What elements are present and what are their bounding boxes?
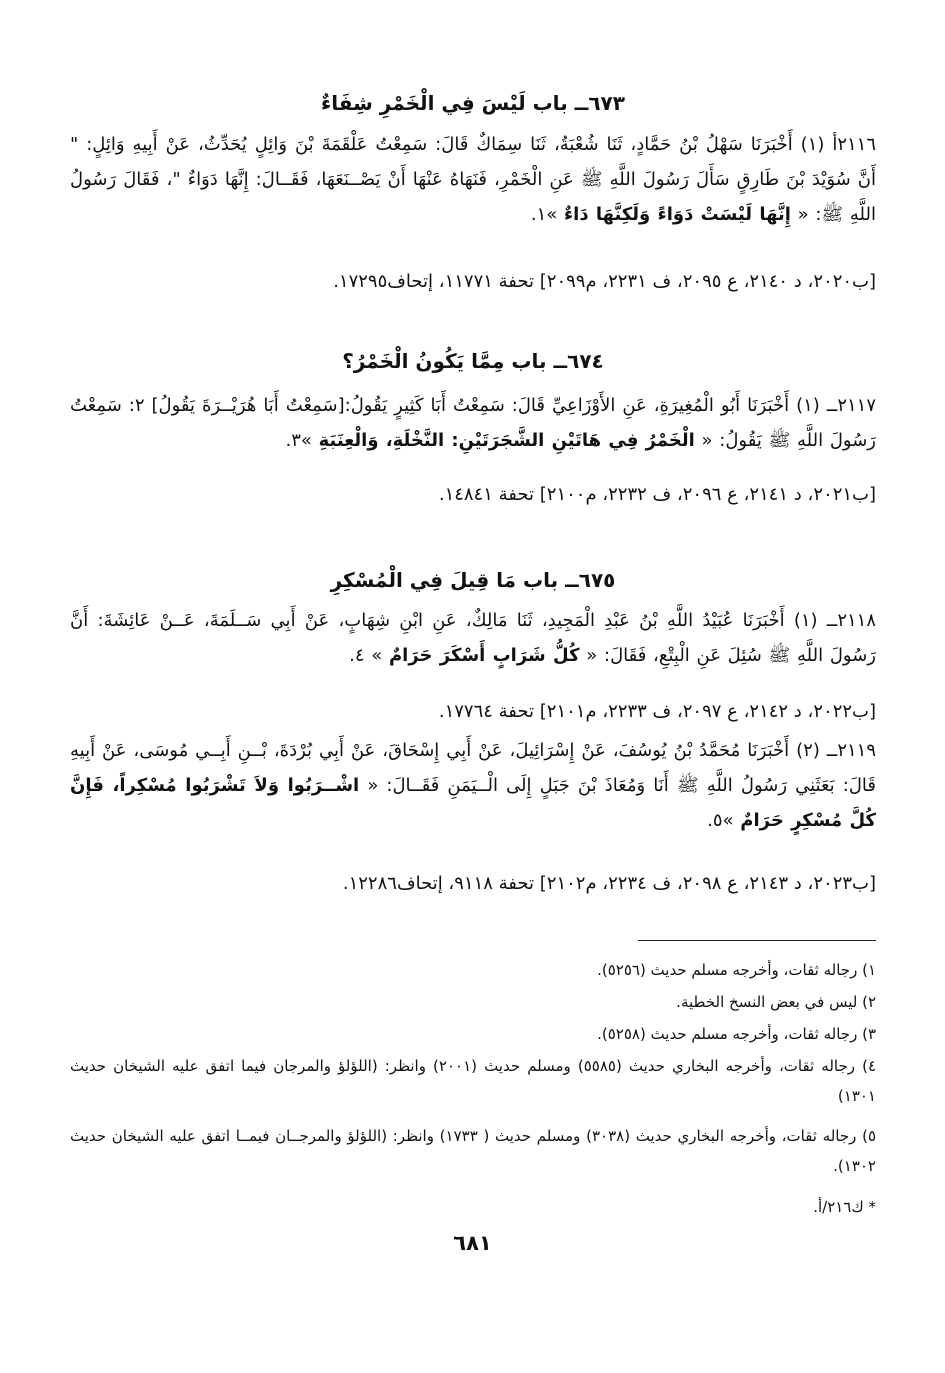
footnote: ١) رجاله ثقات، وأخرجه مسلم حديث (٥٢٥٦). (597, 961, 876, 979)
hadith-reference: [ب٢٠٢٢، د ٢١٤٢، ع ٢٠٩٧، ف ٢٢٣٣، م٢١٠١] تحفة ١٧٧٦٤. (438, 701, 876, 722)
prophetic-saying: إِنَّهَا لَيْسَتْ دَوَاءً وَلَكِنَّهَا دَاءٌ (563, 204, 791, 225)
hadith-reference: [ب٢٠٢٠، د ٢١٤٠، ع ٢٠٩٥، ف ٢٢٣١، م٢٠٩٩] تحفة ١١٧٧١، إتحاف١٧٢٩٥. (333, 271, 876, 292)
hadith-text: ٢١١٧ــ (١) أَخْبَرَنَا أَبُو الْمُغِيرَةِ، عَنِ الأَوْزَاعِيِّ قَالَ: سَمِعْتُ أَبَا كَثِيرٍ يَقُولُ:[سَمِعْتُ أَبَا هُرَيْــرَةَ يَقُولُ] ٢: سَمِعْتُ رَسُولَ اللَّهِ ﷺ يَقُولُ: « الْخَمْرُ فِي هَاتَيْنِ الشَّجَرَتَيْنِ: النَّخْلَةِ، وَالْعِنَبَةِ »٣. (70, 395, 877, 451)
footnote: ٤) رجاله ثقات، وأخرجه البخاري حديث (٥٥٨٥) ومسلم حديث (٢٠٠١) وانظر: (اللؤلؤ والمرجان فيما اتفق عليه الشيخان حديث ١٣٠١) (70, 1057, 876, 1105)
footnote: ٣) رجاله ثقات، وأخرجه مسلم حديث (٥٢٥٨). (597, 1025, 876, 1043)
hadith-text: ٢١١٩ــ (٢) أَخْبَرَنَا مُحَمَّدُ بْنُ يُوسُفَ، عَنْ إِسْرَائِيلَ، عَنْ أَبِي إِسْحَاقَ، عَنْ أَبِي بُرْدَةَ، بْــنِ أَبِــي مُوسَى، عَنْ أَبِيهِ قَالَ: بَعَثَنِي رَسُولُ اللَّهِ ﷺ أَنَا وَمُعَاذَ بْنَ جَبَلٍ إِلَى الْــيَمَنِ فَقَــالَ: « اشْــرَبُوا وَلاَ تَشْرَبُوا مُسْكِراً، فَإِنَّ كُلَّ مُسْكِرٍ حَرَامٌ »٥. (70, 740, 876, 831)
footnote-divider (638, 940, 876, 941)
chapter-heading: ٦٧٤ــ باب مِمَّا يَكُونُ الْخَمْرُ؟ (342, 349, 604, 373)
prophetic-saying: كُلُّ شَرَابٍ أَسْكَرَ حَرَامٌ (388, 645, 580, 666)
hadith-reference: [ب٢٠٢١، د ٢١٤١، ع ٢٠٩٦، ف ٢٢٣٢، م٢١٠٠] تحفة ١٤٨٤١. (438, 484, 876, 505)
hadith-text: ٢١١٦أ (١) أَخْبَرَنَا سَهْلُ بْنُ حَمَّادٍ، ثَنَا شُعْبَةُ، ثَنَا سِمَاكٌ قَالَ: سَمِعْتُ عَلْقَمَةَ بْنَ وَائِلٍ يُحَدِّثُ، عَنْ أَبِيهِ وَائِلٍ: " أَنَّ سُوَيْدَ بْنَ طَارِقٍ سَأَلَ رَسُولَ اللَّهِ ﷺ عَنِ الْخَمْرِ، فَنَهَاهُ عَنْهَا أَنْ يَصْــنَعَهَا، فَقَــالَ: إِنَّهَا دَوَاءٌ "، فَقَالَ رَسُولُ اللَّهِ ﷺ: « إِنَّهَا لَيْسَتْ دَوَاءً وَلَكِنَّهَا دَاءٌ »١. (70, 134, 877, 225)
prophetic-saying: اشْــرَبُوا وَلاَ تَشْرَبُوا مُسْكِراً، فَإِنَّ كُلَّ مُسْكِرٍ حَرَامٌ (70, 775, 876, 831)
hadith-reference: [ب٢٠٢٣، د ٢١٤٣، ع ٢٠٩٨، ف ٢٢٣٤، م٢١٠٢] تحفة ٩١١٨، إتحاف١٢٢٨٦. (342, 873, 876, 894)
hadith-text: ٢١١٨ــ (١) أَخْبَرَنَا عُبَيْدُ اللَّهِ بْنُ عَبْدِ الْمَجِيدِ، ثَنَا مَالِكٌ، عَنِ ابْنِ شِهَابٍ، عَنْ أَبِي سَــلَمَةَ، عَــنْ عَائِشَةَ: أَنَّ رَسُولَ اللَّهِ ﷺ سُئِلَ عَنِ الْبِتْعِ، فَقَالَ: « كُلُّ شَرَابٍ أَسْكَرَ حَرَامٌ » ٤. (70, 610, 876, 666)
prophetic-saying: الْخَمْرُ فِي هَاتَيْنِ الشَّجَرَتَيْنِ: النَّخْلَةِ، وَالْعِنَبَةِ (318, 430, 695, 451)
footnote: ٢) ليس في بعض النسخ الخطية. (676, 993, 876, 1011)
chapter-heading: ٦٧٣ــ باب لَيْسَ فِي الْخَمْرِ شِفَاءٌ (321, 91, 625, 115)
footnote: * ك٢١٦/أ. (813, 1198, 876, 1216)
footnote: ٥) رجاله ثقات، وأخرجه البخاري حديث (٣٠٣٨) ومسلم حديث ( ١٧٣٣) وانظر: (اللؤلؤ والمرجــان فيمــا اتفق عليه الشيخان حديث ١٣٠٢). (70, 1127, 876, 1175)
chapter-heading: ٦٧٥ــ باب مَا قِيلَ فِي الْمُسْكِرِ (330, 568, 616, 592)
page-number: ٦٨١ (453, 1231, 492, 1255)
